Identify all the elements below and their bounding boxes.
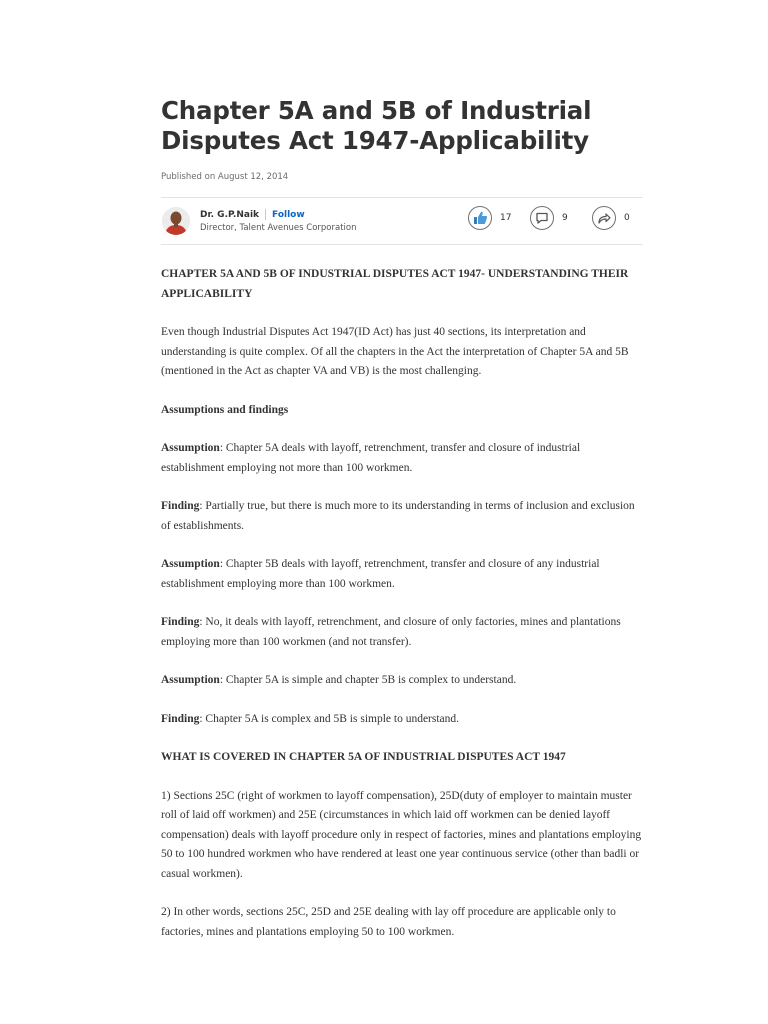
paragraph: 2) In other words, sections 25C, 25D and 25E dealing with lay off procedure are applicable only to factories, mines and plantations employing 50 to 100 workmen. <box>161 906 616 938</box>
social-actions <box>450 206 636 230</box>
assumption-paragraph <box>161 555 643 594</box>
paragraph: 1) Sections 25C (right of workmen to layoff compensation), 25D(duty of employer to maintain muster roll of laid off workmen) and 25E (circumstances in which laid off workmen can be denied layoff compensation) deals with layoff procedure only in respect of factories, mines and plantations employing 50 to 100 hundred workmen who have rendered at least one year continuous service (other than badli or casual workmen). <box>161 789 642 880</box>
assumption-text: : Chapter 5A deals with layoff, retrenchment, transfer and closure of industrial establishment employing not more than 100 workmen. <box>161 442 581 474</box>
avatar-image <box>162 207 190 235</box>
finding-label: Finding <box>161 712 200 725</box>
article-title: Chapter 5A and 5B of Industrial Disputes Act 1947-Applicability <box>161 96 592 155</box>
paragraph: Even though Industrial Disputes Act 1947(ID Act) has just 40 sections, its interpretation and understanding is quite complex. Of all the chapters in the Act the interpretation of Chapter 5A and 5B (mentioned in the Act as chapter VA and VB) is the most challenging. <box>161 326 629 377</box>
assumption-label: Assumption <box>161 442 220 454</box>
assumption-label: Assumption <box>161 674 220 686</box>
thumbs-up-icon <box>472 210 488 226</box>
subheading: Assumptions and findings <box>161 403 289 416</box>
share-action[interactable] <box>592 206 636 230</box>
finding-text: : Chapter 5A is complex and 5B is simple to understand. <box>199 712 460 725</box>
assumption-text: : Chapter 5B deals with layoff, retrenchment, transfer and closure of any industrial establishment employing more than 100 workmen. <box>161 558 600 590</box>
finding-paragraph <box>161 497 643 536</box>
section-heading: WHAT IS COVERED IN CHAPTER 5A OF INDUSTRIAL DISPUTES ACT 1947 <box>161 751 566 763</box>
assumption-label: Assumption <box>161 558 220 570</box>
like-count: 17 <box>500 213 512 223</box>
comment-action[interactable] <box>530 206 574 230</box>
published-date: Published on August 12, 2014 <box>161 172 289 182</box>
like-icon[interactable] <box>468 206 492 230</box>
assumption-paragraph <box>161 439 643 478</box>
like-action[interactable] <box>468 206 512 230</box>
avatar[interactable] <box>162 207 190 235</box>
author-info <box>200 209 356 233</box>
finding-label: Finding <box>161 500 200 512</box>
assumption-paragraph <box>161 671 643 691</box>
finding-text: : No, it deals with layoff, retrenchment, and closure of only factories, mines and plantations employing more than 100 workmen (and not transfer). <box>161 616 621 648</box>
divider <box>265 209 266 220</box>
speech-bubble-icon <box>535 211 549 225</box>
author-line <box>200 209 356 220</box>
author-bar <box>161 197 643 245</box>
article-body <box>161 265 643 942</box>
finding-paragraph <box>161 613 643 652</box>
finding-label: Finding <box>161 616 200 628</box>
finding-text: : Partially true, but there is much more to its understanding in terms of inclusion and exclusion of establishments. <box>161 500 635 532</box>
follow-button[interactable]: Follow <box>272 209 305 220</box>
article <box>161 96 643 942</box>
comment-count: 9 <box>562 213 568 223</box>
author-title: Director, Talent Avenues Corporation <box>200 223 357 233</box>
share-arrow-icon <box>597 211 611 225</box>
section-heading: CHAPTER 5A AND 5B OF INDUSTRIAL DISPUTES ACT 1947- UNDERSTANDING THEIR APPLICABILITY <box>161 268 629 300</box>
author-name[interactable]: Dr. G.P.Naik <box>200 209 260 220</box>
comment-icon[interactable] <box>530 206 554 230</box>
share-icon[interactable] <box>592 206 616 230</box>
assumption-text: : Chapter 5A is simple and chapter 5B is complex to understand. <box>219 674 517 686</box>
finding-paragraph <box>161 710 643 730</box>
share-count: 0 <box>624 213 630 223</box>
